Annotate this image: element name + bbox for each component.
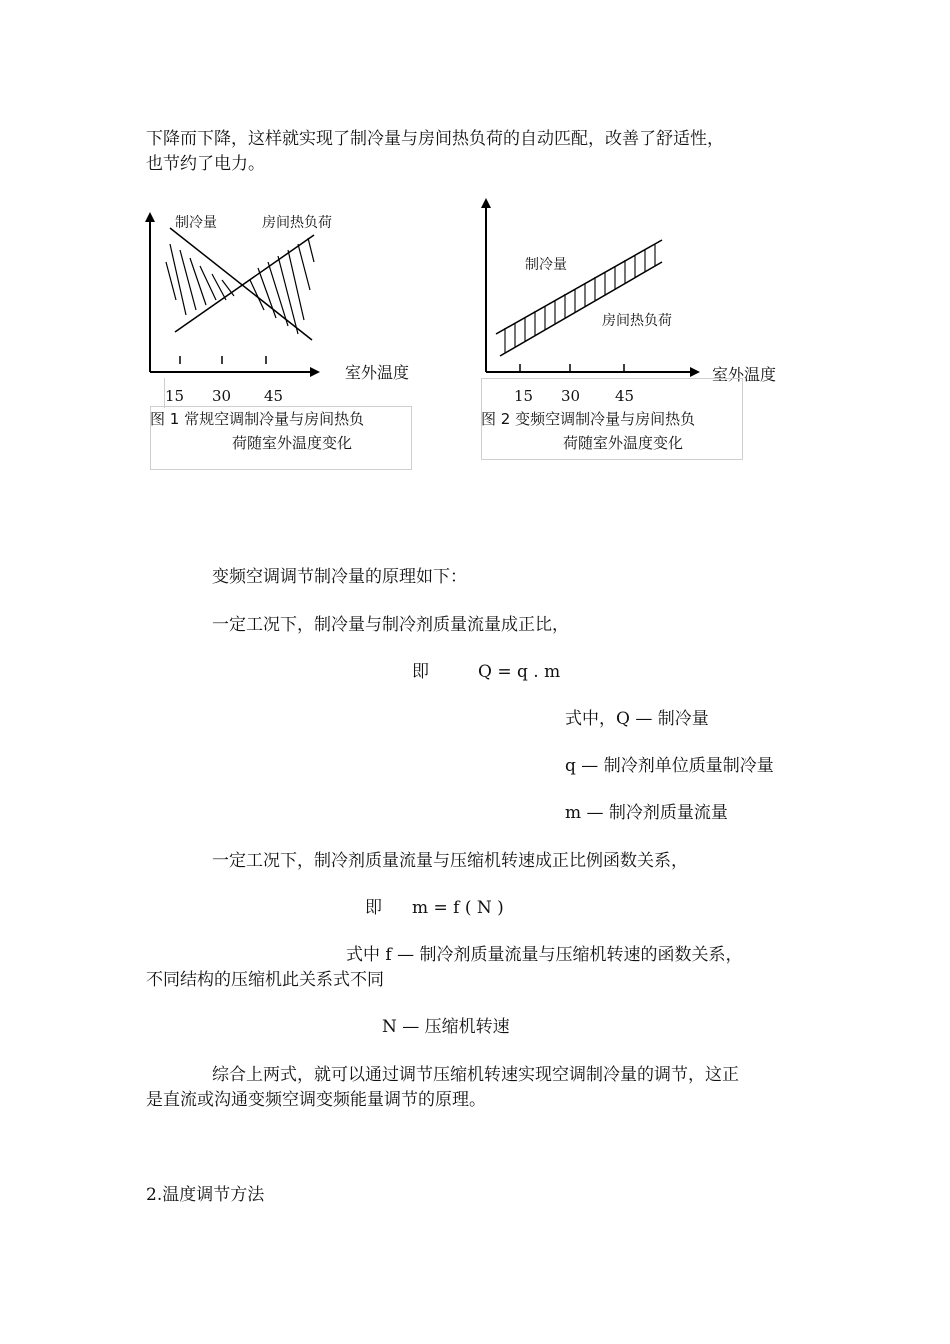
fig2-label-cooling: 制冷量 bbox=[525, 257, 567, 273]
principle-intro: 变频空调调节制冷量的原理如下： bbox=[212, 567, 467, 587]
fig2-tick-label-15: 15 bbox=[514, 387, 534, 405]
proportional-statement-2: 一定工况下，制冷剂质量流量与压缩机转速成正比例函数关系， bbox=[212, 851, 688, 871]
fig2-tick-label-45: 45 bbox=[615, 387, 635, 405]
definition-f-line-1: 式中 f — 制冷剂质量流量与压缩机转速的函数关系， bbox=[346, 945, 743, 965]
fig1-caption-line-1: 图 1 常规空调制冷量与房间热负 bbox=[150, 410, 365, 428]
proportional-statement-1: 一定工况下，制冷量与制冷剂质量流量成正比， bbox=[212, 615, 569, 635]
intro-line-1: 下降而下降，这样就实现了制冷量与房间热负荷的自动匹配，改善了舒适性， bbox=[146, 129, 724, 149]
equation-2-prefix: 即 bbox=[365, 898, 382, 918]
figure-2-chart bbox=[486, 200, 698, 372]
figures-svg bbox=[0, 0, 950, 520]
fig2-label-heat-load: 房间热负荷 bbox=[602, 313, 672, 329]
intro-line-2: 也节约了电力。 bbox=[146, 154, 265, 174]
fig2-caption-line-2: 荷随室外温度变化 bbox=[563, 434, 684, 452]
fig2-heat-load-line bbox=[500, 262, 662, 356]
fig1-xlabel: 室外温度 bbox=[345, 363, 410, 382]
definition-f-line-2: 不同结构的压缩机此关系式不同 bbox=[146, 970, 384, 990]
fig2-tick-label-30: 30 bbox=[561, 387, 581, 405]
equation-1-prefix: 即 bbox=[412, 662, 429, 682]
fig1-tick-label-45: 45 bbox=[264, 387, 284, 405]
figure-1-chart bbox=[150, 214, 318, 372]
summary-line-2: 是直流或沟通变频空调变频能量调节的原理。 bbox=[146, 1090, 486, 1110]
fig1-caption-line-2: 荷随室外温度变化 bbox=[232, 434, 353, 452]
section-heading: 2.温度调节方法 bbox=[146, 1185, 265, 1205]
definition-q: q — 制冷剂单位质量制冷量 bbox=[565, 756, 774, 776]
fig1-cooling-line bbox=[170, 228, 312, 340]
fig1-tick-label-30: 30 bbox=[212, 387, 232, 405]
fig1-tick-label-15: 15 bbox=[165, 387, 185, 405]
fig1-label-cooling: 制冷量 bbox=[175, 215, 217, 231]
fig2-xlabel: 室外温度 bbox=[712, 365, 777, 384]
definition-Q: 式中，Q — 制冷量 bbox=[565, 709, 709, 729]
definition-m: m — 制冷剂质量流量 bbox=[565, 803, 728, 823]
definition-N: N — 压缩机转速 bbox=[382, 1017, 510, 1037]
fig1-caption-box-edge bbox=[164, 378, 166, 408]
summary-line-1: 综合上两式，就可以通过调节压缩机转速实现空调制冷量的调节，这正 bbox=[212, 1065, 739, 1085]
fig1-label-heat-load: 房间热负荷 bbox=[262, 215, 332, 231]
fig2-caption-line-1: 图 2 变频空调制冷量与房间热负 bbox=[481, 410, 696, 428]
equation-2: m = f ( N ) bbox=[412, 898, 504, 918]
equation-1: Q = q . m bbox=[478, 662, 561, 682]
